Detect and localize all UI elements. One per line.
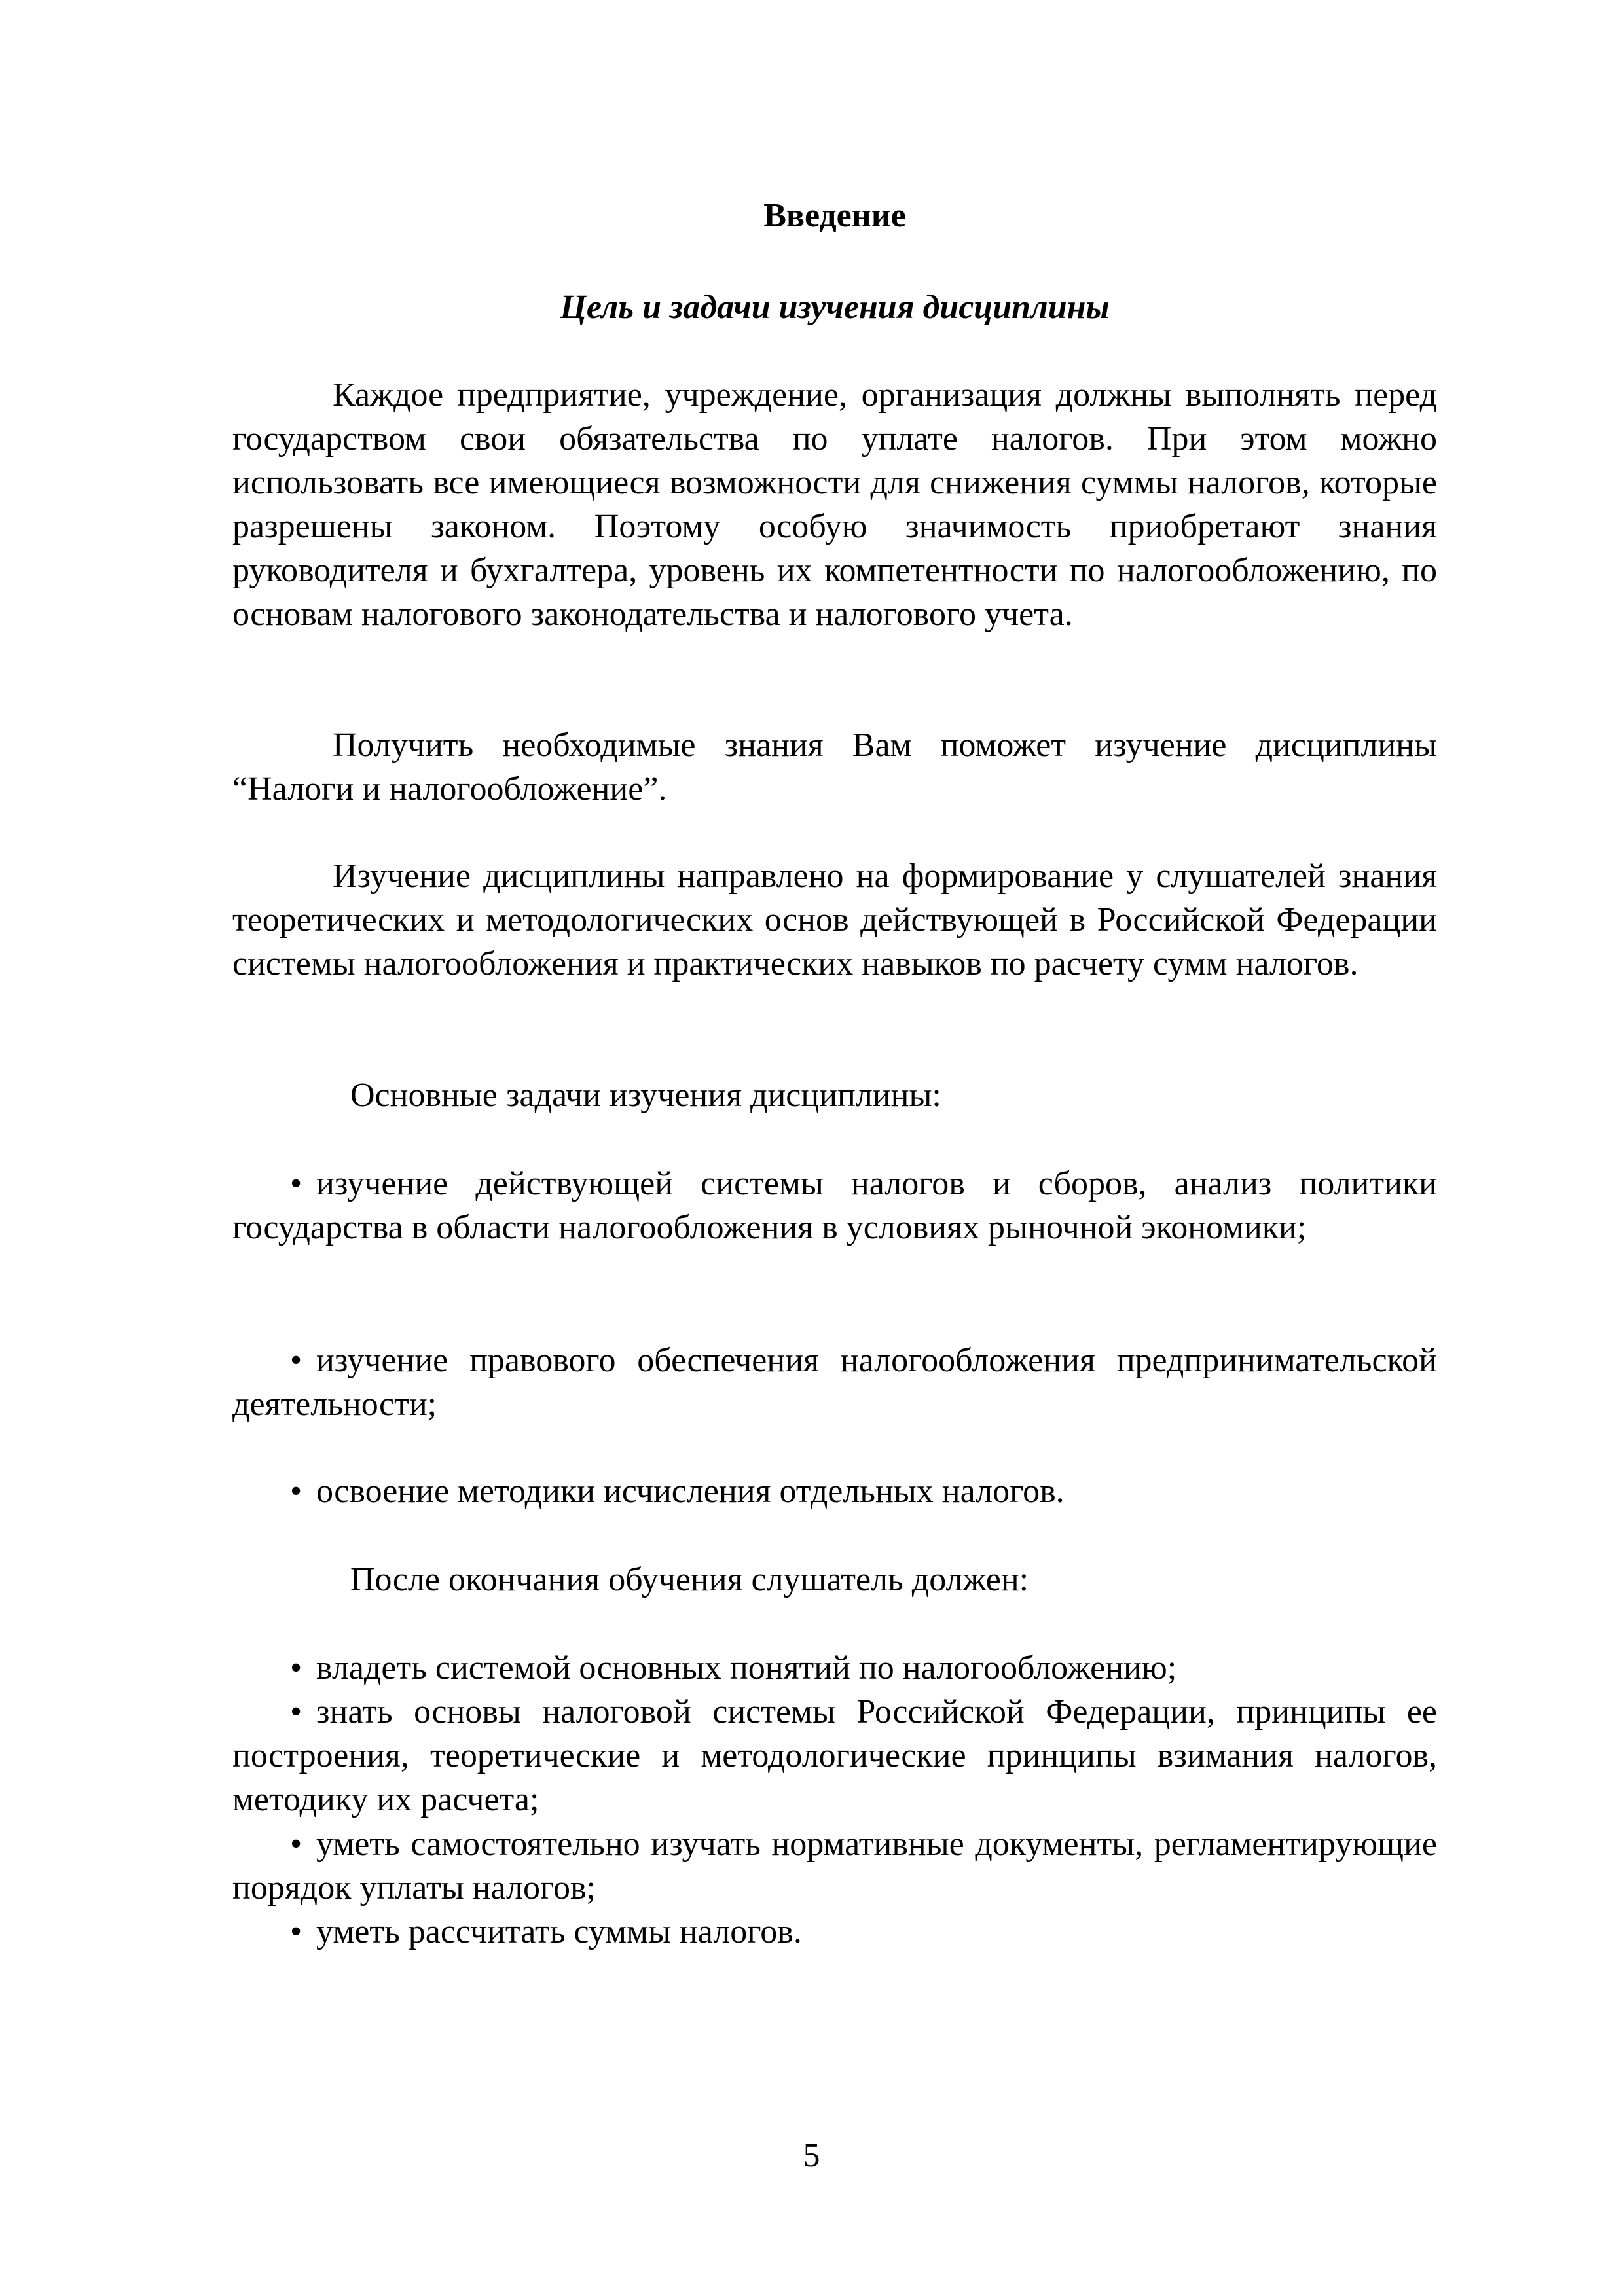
- outcome-item-text: уметь рассчитать суммы налогов.: [316, 1913, 802, 1950]
- bullet-icon: •: [290, 1825, 302, 1863]
- outcome-item-text: владеть системой основных понятий по налогообложению;: [316, 1649, 1177, 1687]
- bullet-icon: •: [290, 1473, 302, 1510]
- outcome-item: [232, 1910, 1437, 1954]
- task-item: [232, 1338, 1437, 1426]
- outcome-item: [232, 1646, 1437, 1690]
- bullet-icon: •: [290, 1693, 302, 1731]
- bullet-icon: •: [290, 1649, 302, 1687]
- outcomes-lead: После окончания обучения слушатель должен:: [350, 1561, 1029, 1598]
- bullet-icon: •: [290, 1342, 302, 1379]
- text-column: [232, 0, 1437, 2296]
- section-subtitle: Цель и задачи изучения дисциплины: [560, 289, 1110, 326]
- tasks-lead: Основные задачи изучения дисциплины:: [350, 1077, 941, 1114]
- task-item-text: изучение правового обеспечения налогообложения предпринимательской деятельности;: [232, 1342, 1437, 1423]
- bullet-icon: •: [290, 1165, 302, 1202]
- page-title: Введение: [763, 197, 906, 234]
- outcome-item: [232, 1822, 1437, 1910]
- outcome-item: [232, 1690, 1437, 1821]
- page-number: 5: [803, 2137, 820, 2174]
- outcome-item-text: уметь самостоятельно изучать нормативные документы, регламентирующие порядок уплаты налогов;: [232, 1825, 1437, 1907]
- paragraph-knowledge: Получить необходимые знания Вам поможет изучение дисциплины “Налоги и налогообложение”.: [232, 726, 1437, 808]
- outcome-item-text: знать основы налоговой системы Российской Федерации, принципы ее построения, теоретические и методологические принципы взимания налогов, методику их расчета;: [232, 1693, 1437, 1818]
- paragraph-purpose: Изучение дисциплины направлено на формирование у слушателей знания теоретических и методологических основ действующей в Российской Федерации системы налогообложения и практических навыков по расчету сумм налогов.: [232, 857, 1437, 982]
- bullet-icon: •: [290, 1913, 302, 1950]
- task-item: [232, 1469, 1437, 1513]
- task-item-text: освоение методики исчисления отдельных налогов.: [316, 1473, 1065, 1510]
- task-item-text: изучение действующей системы налогов и сборов, анализ политики государства в области налогообложения в условиях рыночной экономики;: [232, 1165, 1437, 1246]
- paragraph-intro: Каждое предприятие, учреждение, организация должны выполнять перед государством свои обязательства по уплате налогов. При этом можно использовать все имеющиеся возможности для снижения суммы налогов, которые разрешены законом. Поэтому особую значимость приобретают знания руководителя и бухгалтера, уровень их компетентности по налогообложению, по основам налогового законодательства и налогового учета.: [232, 376, 1437, 633]
- task-item: [232, 1162, 1437, 1249]
